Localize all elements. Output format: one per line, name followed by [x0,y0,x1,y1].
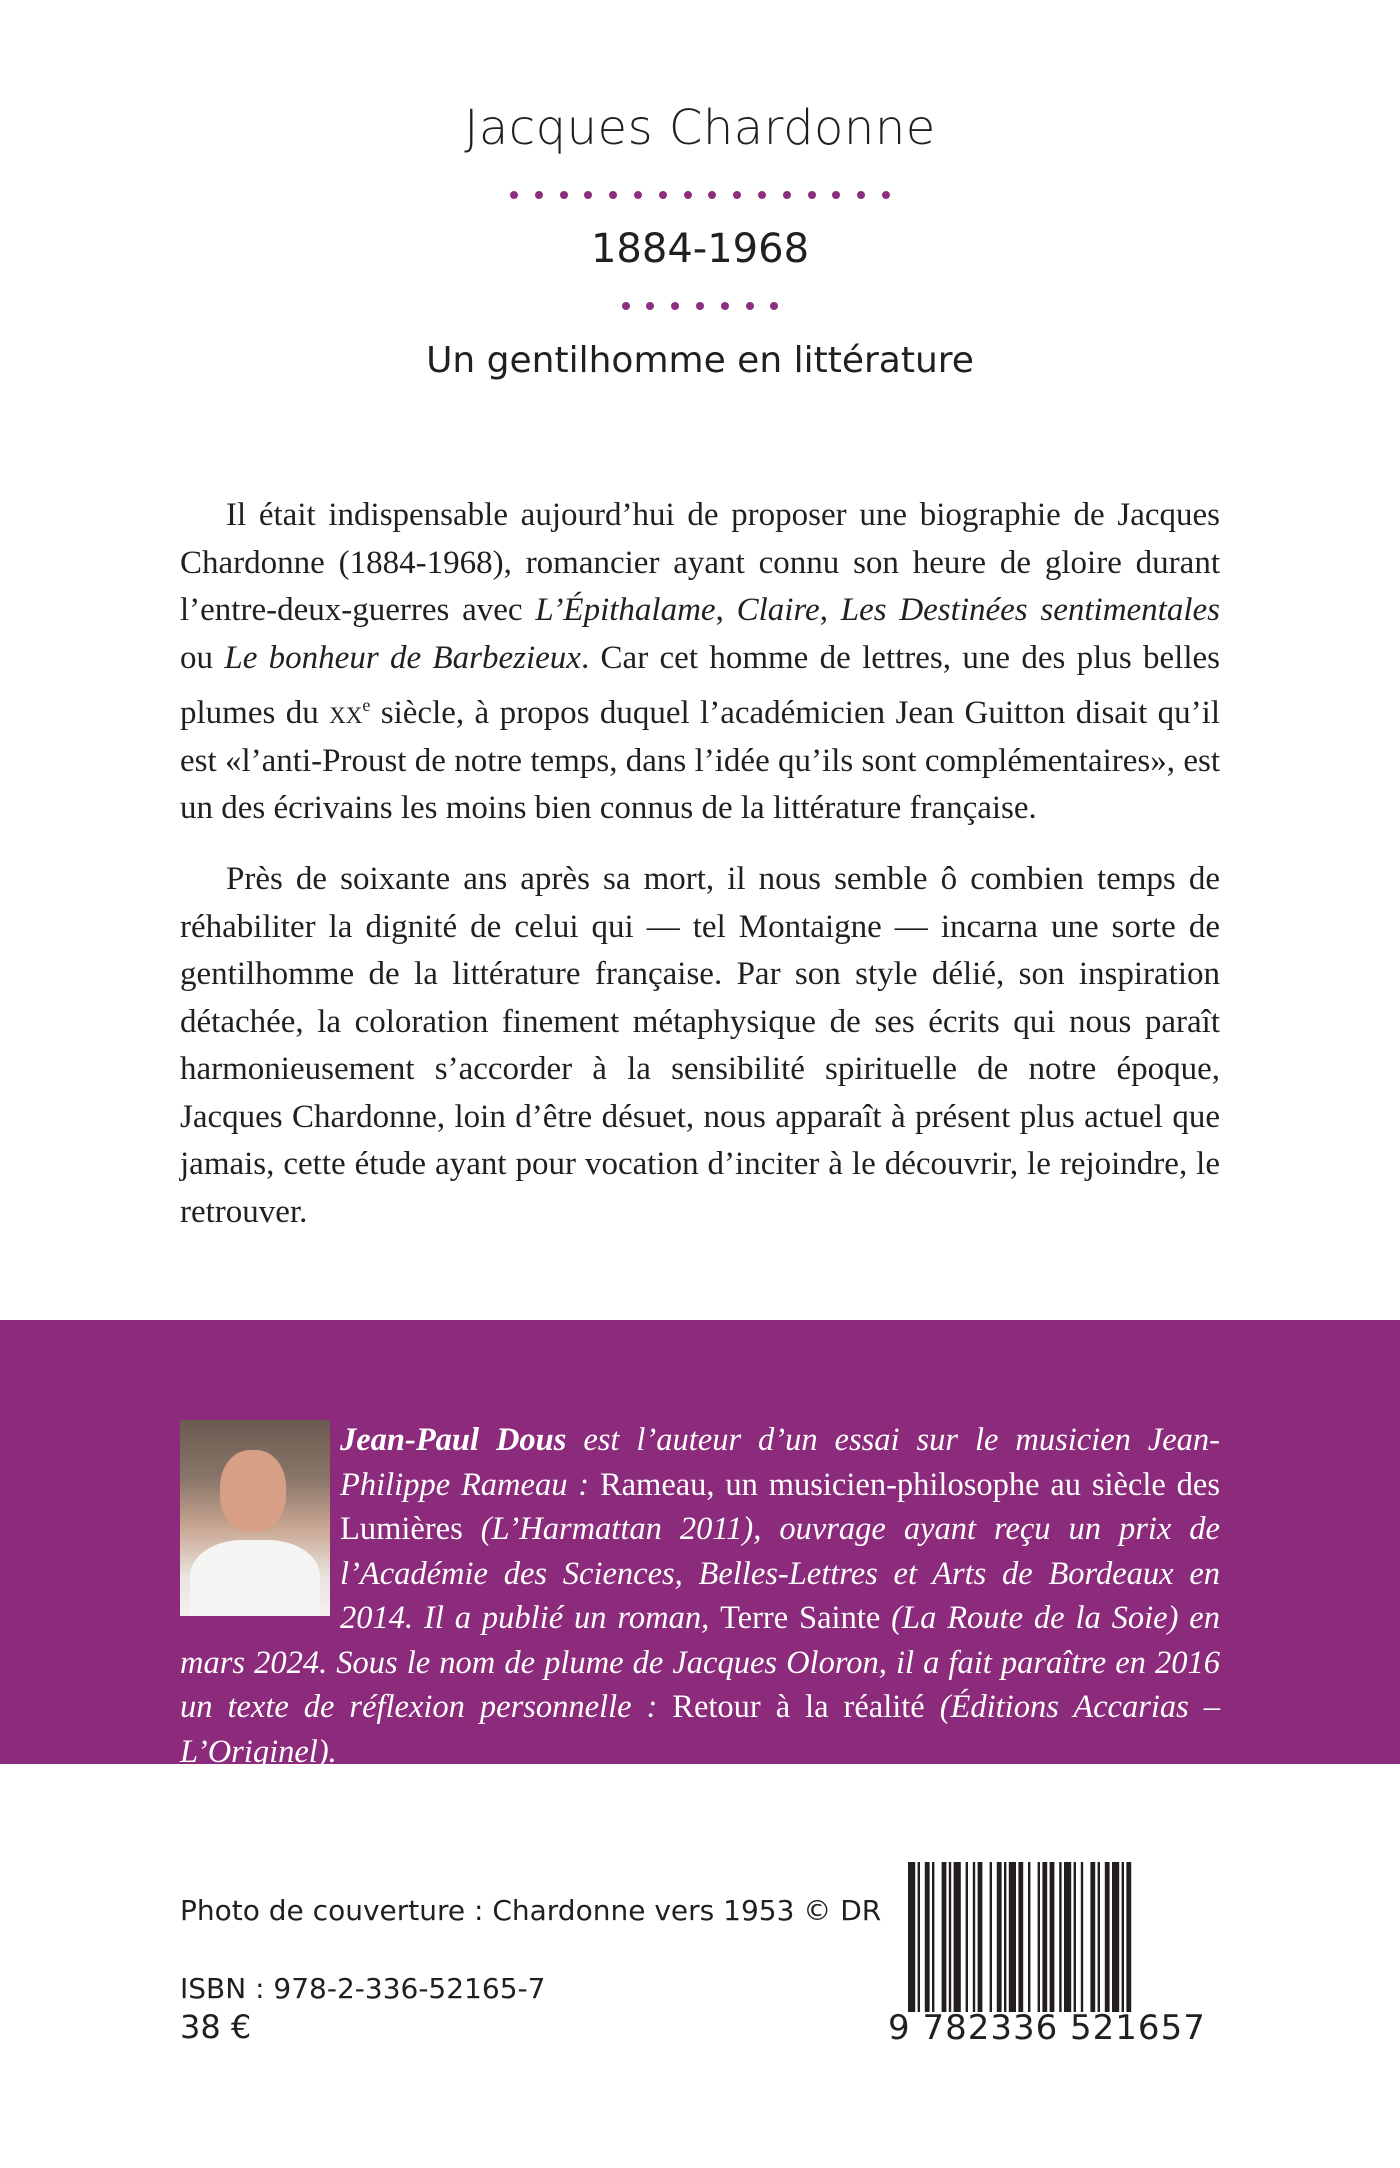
book-title-claire: Claire [736,592,820,628]
book-title-barbezieux: Le bonheur de Barbezieux [224,639,581,676]
barcode-digits: 9 782336 521657 [888,2008,1206,2048]
book-title-epithalame: L’Épithalame [535,592,716,628]
photo-credit: Photo de couverture : Chardonne vers 1953 © DR [180,1894,882,1927]
isbn: ISBN : 978-2-336-52165-7 [180,1972,546,2005]
price: 38 € [180,2008,252,2046]
blurb-paragraph-1: Il était indispensable aujourd’hui de proposer une biographie de Jacques Chardonne (1884-1968), romancier ayant connu son heure de gloire durant l’entre-deux-guerres avec L’Épithalame, Claire, Les Destinées sentimentales ou Le bonheur de Barbezieux. Car cet homme de lettres, une des plus belles plumes du $xx^e$ siècle, à propos duquel l’académicien Jean Guitton disait qu’il est «l’anti-Proust de notre temps, dans l’idée qu’ils sont complémentaires», est un des écrivains les moins bien connus de la littérature française. [180,497,1221,826]
dot-separator-long [0,186,1400,204]
blurb-paragraph-2: Près de soixante ans après sa mort, il nous semble ô combien temps de réhabiliter la dignité de celui qui — tel Montaigne — incarna une sorte de gentilhomme de la littérature française. Par son style délié, son inspiration détachée, la coloration finement métaphysique de ses écrits qui nous paraît harmonieusement s’accorder à la sensibilité spirituelle de notre époque, Jacques Chardonne, loin d’être désuet, nous apparaît à présent plus actuel que jamais, cette étude ayant pour vocation d’inciter à le découvrir, le rejoindre, le retrouver. [180,861,1220,1230]
dot-separator-short [0,297,1400,315]
book-title-destinees: Les Destinées sentimentales [840,592,1221,628]
author-name: Jean-Paul Dous [340,1422,567,1458]
book-title: Jacques Chardonne [464,100,936,156]
book-subtitle: Un gentilhomme en littérature [426,340,974,381]
book-years: 1884-1968 [590,226,810,272]
author-bio: Jean-Paul Dous est l’auteur d’un essai sur le musicien Jean-Philippe Rameau : Rameau, un musicien-philosophe au siècle des Lumières (L’Harmattan 2011), ouvrage ayant reçu un prix de l’Académie des Sciences, Belles-Lettres et Arts de Bordeaux en 2014. Il a publié un roman, Terre Sainte (La Route de la Soie) en mars 2024. Sous le nom de plume de Jacques Oloron, il a fait paraître en 2016 un texte de réflexion personnelle : Retour à la réalité (Éditions Accarias – L’Originel). [180,1422,1221,1770]
